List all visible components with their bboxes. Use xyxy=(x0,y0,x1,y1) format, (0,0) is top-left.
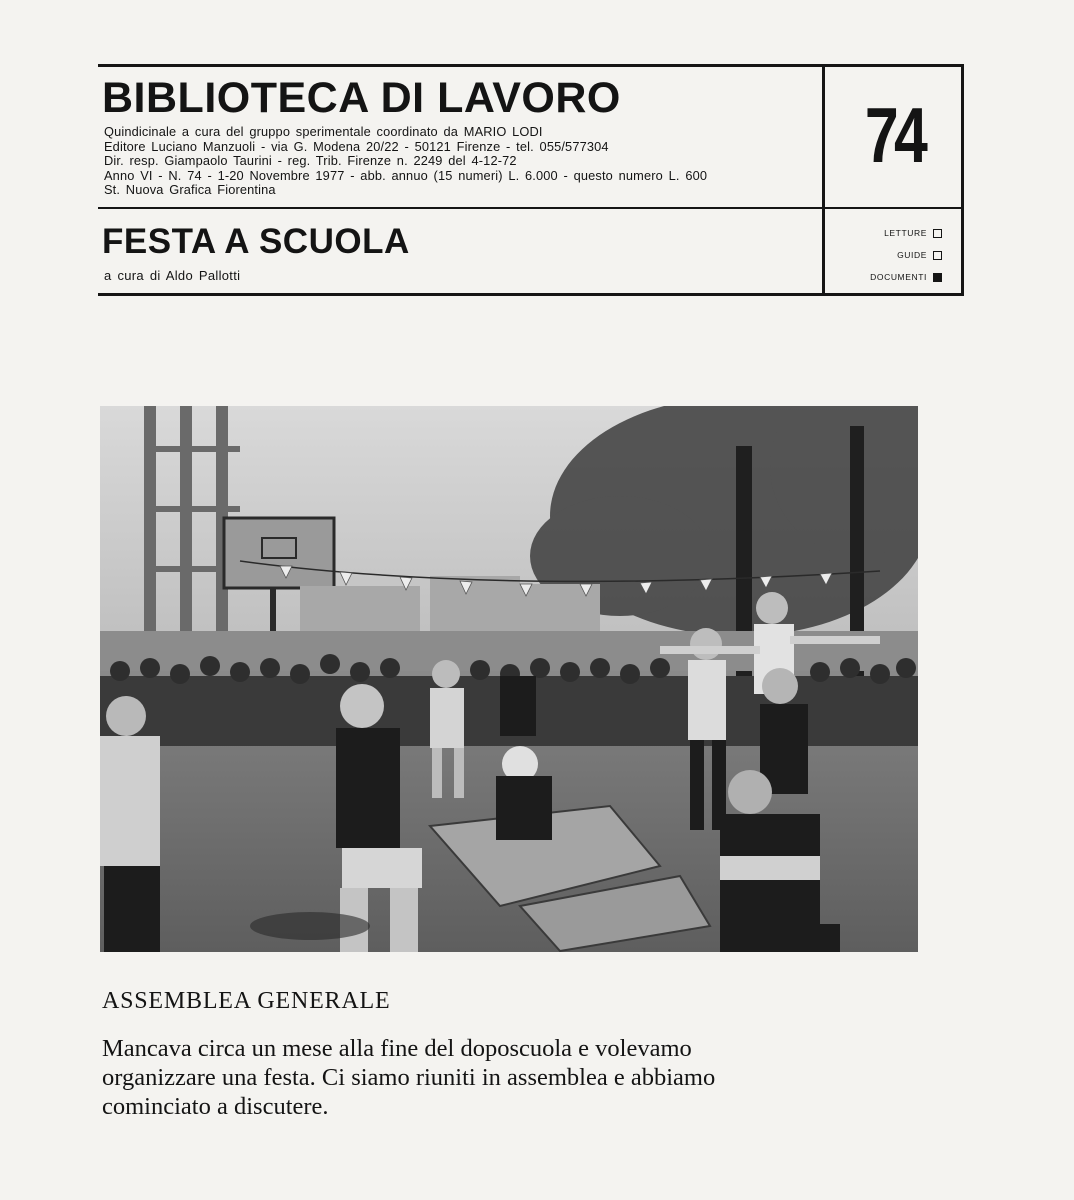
section-heading: ASSEMBLEA GENERALE xyxy=(102,988,391,1014)
body-line: Mancava circa un mese alla fine del doposcuola e volevamo xyxy=(102,1035,692,1062)
category-documenti xyxy=(838,266,942,288)
article-body xyxy=(102,1034,922,1121)
header-horizontal-divider xyxy=(98,207,964,209)
category-guide xyxy=(838,244,942,266)
photo-illustration xyxy=(100,406,918,952)
credits-line: St. Nuova Grafica Fiorentina xyxy=(104,182,276,198)
issue-number: 74 xyxy=(864,91,924,179)
body-line: cominciato a discutere. xyxy=(102,1093,329,1120)
issue-editor: a cura di Aldo Pallotti xyxy=(104,268,241,283)
issue-title: FESTA A SCUOLA xyxy=(102,222,410,261)
credits-line: Anno VI - N. 74 - 1-20 Novembre 1977 - abb. annuo (15 numeri) L. 6.000 - questo numero L. 600 xyxy=(104,167,708,183)
category-list xyxy=(838,222,942,288)
letture-checkbox xyxy=(933,229,942,238)
documenti-checkbox xyxy=(933,273,942,282)
header-vertical-divider xyxy=(822,64,825,296)
publication-credits xyxy=(104,125,814,198)
guide-checkbox xyxy=(933,251,942,260)
category-label: DOCUMENTI xyxy=(870,272,927,282)
body-line: organizzare una festa. Ci siamo riuniti in assemblea e abbiamo xyxy=(102,1064,716,1091)
credits-line: Dir. resp. Giampaolo Taurini - reg. Trib. Firenze n. 2249 del 4-12-72 xyxy=(104,153,517,169)
category-letture xyxy=(838,222,942,244)
schoolyard-photo xyxy=(100,406,918,952)
category-label: LETTURE xyxy=(884,228,927,238)
series-title: BIBLIOTECA DI LAVORO xyxy=(102,74,621,122)
credits-line: Editore Luciano Manzuoli - via G. Modena 20/22 - 50121 Firenze - tel. 055/577304 xyxy=(104,138,609,154)
category-label: GUIDE xyxy=(897,250,927,260)
credits-line: Quindicinale a cura del gruppo sperimentale coordinato da MARIO LODI xyxy=(104,124,543,139)
